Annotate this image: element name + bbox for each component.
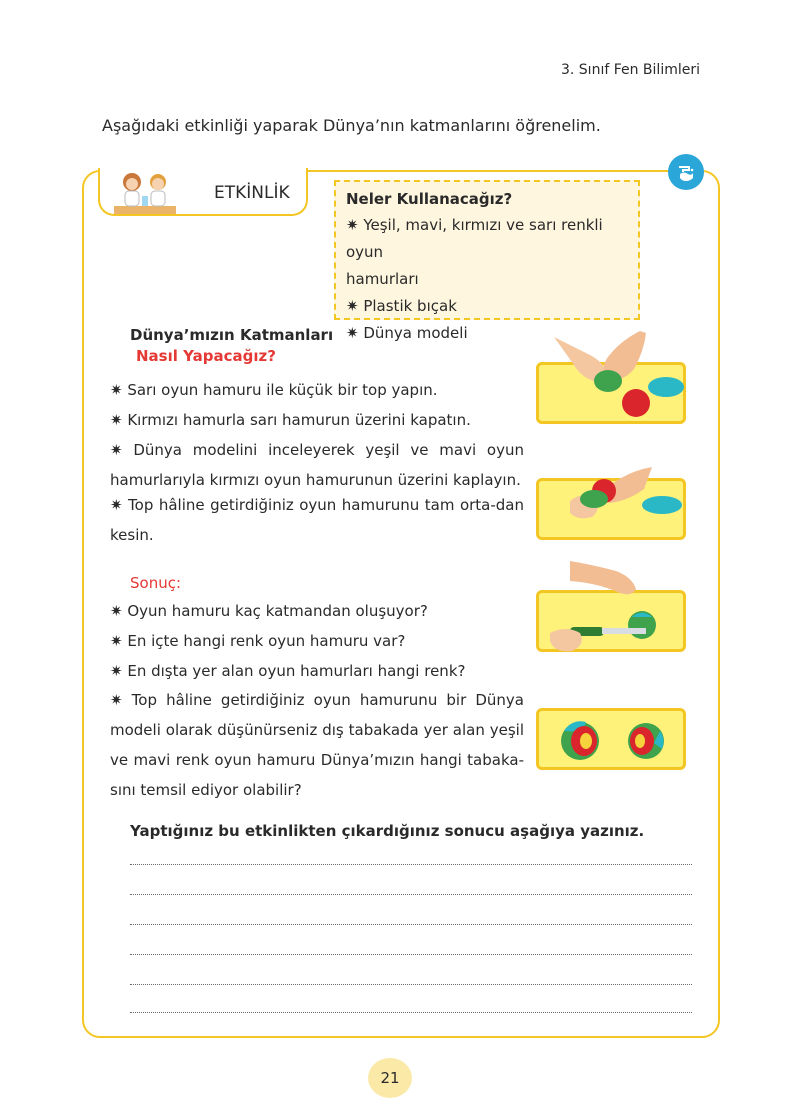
rolling-balls-illustration xyxy=(536,331,692,429)
photo-rolling-balls xyxy=(536,362,686,424)
hand-wash-icon xyxy=(668,154,704,190)
write-prompt: Yaptığınız bu etkinlikten çıkardığınız sonucu aşağıya yazınız. xyxy=(130,822,645,840)
photo-covering-ball xyxy=(536,478,686,540)
step-item: ✷ Kırmızı hamurla sarı hamurun üzerini kapatın. xyxy=(110,411,471,429)
question-item: ✷ En içte hangi renk oyun hamuru var? xyxy=(110,632,406,650)
step-item: ✷ Sarı oyun hamuru ile küçük bir top yapın. xyxy=(110,381,438,399)
page-header-subject: 3. Sınıf Fen Bilimleri xyxy=(560,62,700,78)
how-title: Nasıl Yapacağız? xyxy=(136,347,276,365)
materials-item: ✷ Yeşil, mavi, kırmızı ve sarı renkli oyun xyxy=(346,216,603,261)
section-title: Dünya’mızın Katmanları xyxy=(130,326,334,344)
answer-line[interactable] xyxy=(130,924,692,925)
question-item: ✷ Oyun hamuru kaç katmandan oluşuyor? xyxy=(110,602,428,620)
answer-line[interactable] xyxy=(130,1012,692,1013)
answer-line[interactable] xyxy=(130,984,692,985)
cut-halves-illustration xyxy=(536,677,692,775)
step-item: ✷ Top hâline getirdiğiniz oyun hamurunu tam orta-dan kesin. xyxy=(110,496,524,544)
materials-item: ✷ Dünya modeli xyxy=(346,324,468,342)
answer-line[interactable] xyxy=(130,954,692,955)
photo-cutting-ball xyxy=(536,590,686,652)
answer-line[interactable] xyxy=(130,894,692,895)
answer-line[interactable] xyxy=(130,864,692,865)
materials-title: Neler Kullanacağız? xyxy=(346,190,513,208)
step-item: ✷ Dünya modelini inceleyerek yeşil ve mavi oyun hamurlarıyla kırmızı oyun hamurunun üzerini kaplayın. xyxy=(110,441,524,489)
question-item: ✷ Top hâline getirdiğiniz oyun hamurunu bir Dünya modeli olarak düşünürseniz dış tabakada yer alan yeşil ve mavi renk oyun hamuru Dünya’mızın hangi tabaka-sını temsil ediyor olabilir? xyxy=(110,691,524,799)
result-title: Sonuç: xyxy=(130,574,182,592)
materials-box xyxy=(334,180,640,342)
covering-ball-illustration xyxy=(536,447,692,545)
materials-item: ✷ Plastik bıçak xyxy=(346,297,457,315)
page-number: 21 xyxy=(368,1058,412,1098)
question-item: ✷ En dışta yer alan oyun hamurları hangi renk? xyxy=(110,662,466,680)
kids-lab-icon xyxy=(110,168,180,216)
intro-text: Aşağıdaki etkinliği yaparak Dünya’nın katmanlarını öğrenelim. xyxy=(102,116,601,135)
materials-item: hamurları xyxy=(346,270,419,288)
activity-label: ETKİNLİK xyxy=(214,183,290,203)
cutting-ball-illustration xyxy=(536,559,692,657)
photo-cut-halves xyxy=(536,708,686,770)
